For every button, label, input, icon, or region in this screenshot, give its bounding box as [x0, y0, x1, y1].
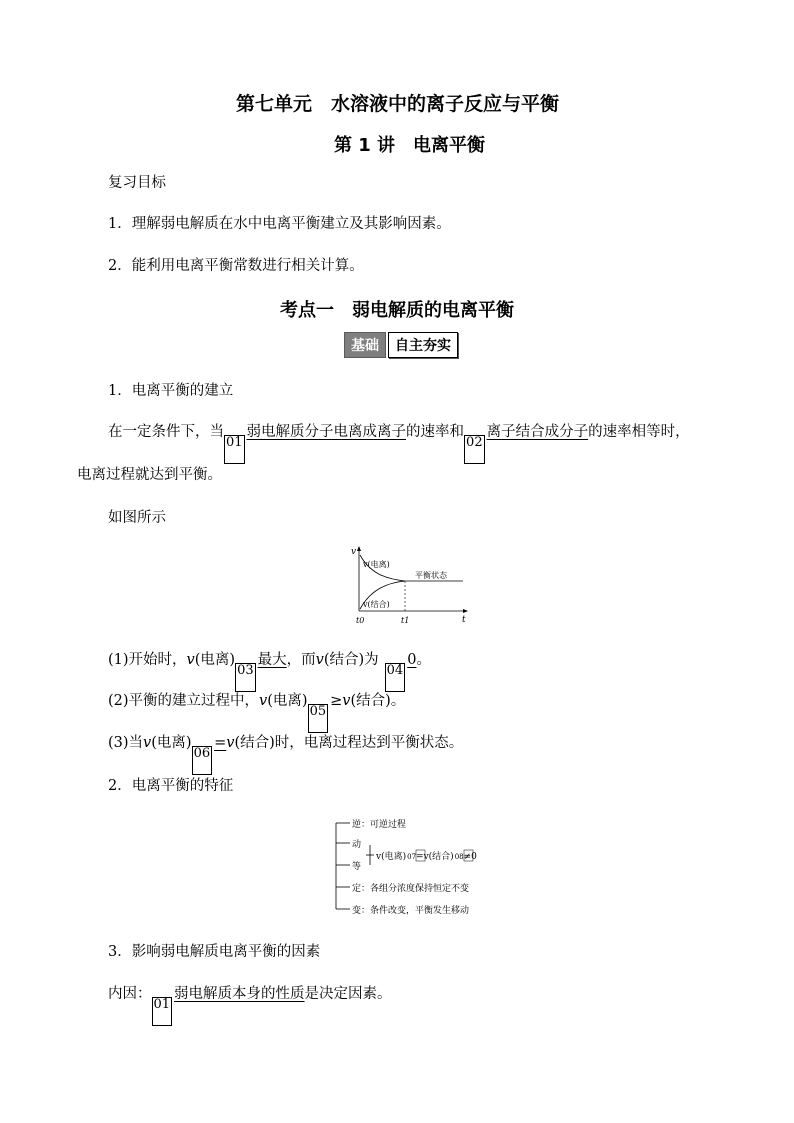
equation-box: 07 [407, 853, 417, 861]
p1-answer-2: 离子结合成分子 [486, 424, 589, 440]
unit-title: 第七单元 水溶液中的离子反应与平衡 [236, 93, 560, 115]
item-2 [108, 691, 405, 733]
item-1-text: 。 [416, 652, 431, 668]
p3-text: 内因： [108, 986, 152, 1002]
p3-answer: 弱电解质本身的性质 [174, 986, 305, 1002]
y-axis-arrow [357, 546, 361, 551]
equation-right: ≠0 [463, 852, 477, 862]
p1-answer-1: 弱电解质分子电离成离子 [246, 424, 407, 440]
item-1-text: (电离) [194, 652, 236, 668]
goal-2: 2．能利用电离平衡常数进行相关计算。 [108, 258, 364, 274]
rate-time-graph [345, 543, 475, 625]
feature-reversible: 逆：可逆过程 [352, 820, 407, 830]
item-3 [108, 733, 463, 775]
item-1 [108, 650, 431, 692]
feature-dynamic: 动 [352, 840, 362, 850]
item-3-text: (结合)时，电离过程达到平衡状态。 [234, 735, 464, 751]
equilibrium-state-label: 平衡状态 [415, 571, 447, 580]
features-diagram [330, 815, 500, 917]
y-axis-label: v [351, 547, 357, 557]
x-axis-label: t [462, 615, 466, 625]
p1-line2: 电离过程就达到平衡。 [77, 467, 222, 483]
item-2-text: (电离) [267, 693, 308, 709]
p3-text: 是决定因素。 [304, 986, 392, 1002]
p1-a: 在一定条件下，当 [108, 424, 224, 440]
t1-label: t1 [401, 616, 410, 625]
answer-box: 04 [385, 663, 406, 692]
review-label: 复习目标 [108, 175, 166, 191]
item-2-answer: ≥ [330, 693, 343, 709]
curve-top-label: v(电离) [363, 560, 390, 569]
feature-equation [375, 850, 477, 862]
curve-bottom-label: v(结合) [363, 600, 390, 609]
answer-box: 06 [192, 746, 213, 775]
item-1-answer: 0 [407, 652, 417, 668]
tag-self-study: 自主夯实 [388, 332, 458, 358]
p1-c: 的速率相等时， [588, 424, 690, 440]
feature-equal: 等 [352, 862, 362, 872]
item-3-text: (3)当 [108, 735, 144, 751]
goal-1: 1．理解弱电解质在水中电离平衡建立及其影响因素。 [108, 216, 451, 232]
var-v: v [342, 693, 351, 709]
answer-box: 02 [464, 435, 485, 464]
answer-box: 01 [224, 435, 245, 464]
item-3-answer: = [214, 735, 227, 751]
answer-box: 05 [308, 704, 329, 733]
var-v: v [186, 652, 195, 668]
equation-mid: =v(结合) [416, 852, 454, 862]
equation-box: 08 [454, 853, 464, 861]
item-3-text: (电离) [151, 735, 192, 751]
s2-heading: 2．电离平衡的特征 [108, 778, 234, 794]
item-1-text: (1)开始时， [108, 652, 187, 668]
answer-box: 03 [235, 663, 256, 692]
var-v: v [315, 652, 324, 668]
item-2-text: (结合)。 [350, 693, 406, 709]
p3 [108, 984, 392, 1026]
p1-b: 的速率和 [406, 424, 465, 440]
feature-constant: 定：各组分浓度保持恒定不变 [352, 884, 470, 894]
section-tag [344, 332, 458, 358]
item-1-answer: 最大 [257, 652, 287, 668]
var-v: v [226, 735, 235, 751]
s3-heading: 3．影响弱电解质电离平衡的因素 [108, 944, 321, 960]
s1-heading: 1．电离平衡的建立 [108, 383, 234, 399]
lesson-title: 第 1 讲 电离平衡 [334, 135, 486, 156]
figure-intro: 如图所示 [108, 510, 166, 526]
p1-line1 [108, 422, 690, 464]
var-v: v [143, 735, 152, 751]
var-v: v [259, 693, 268, 709]
item-1-text: ，而 [286, 652, 316, 668]
feature-change: 变：条件改变，平衡发生移动 [352, 906, 470, 916]
item-1-text: (结合)为 [323, 652, 379, 668]
tag-basic: 基础 [344, 332, 386, 358]
answer-box: 01 [152, 997, 173, 1026]
section-title: 考点一 弱电解质的电离平衡 [280, 300, 514, 321]
x-axis-arrow [463, 609, 468, 613]
t0-label: t0 [356, 616, 365, 625]
item-2-text: (2)平衡的建立过程中， [108, 693, 260, 709]
equation-left: v(电离) [376, 852, 407, 862]
